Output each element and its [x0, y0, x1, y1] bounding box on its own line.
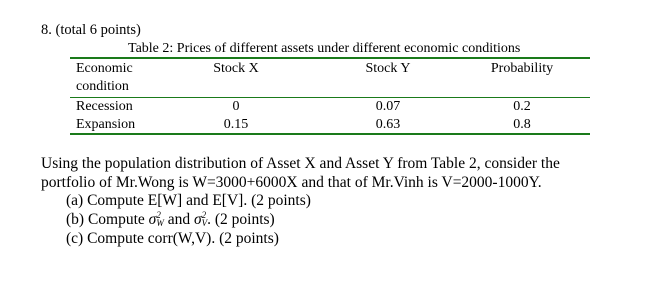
sigma-w-squared: [149, 211, 164, 229]
header-probability: Probability: [490, 61, 554, 76]
header-economic-condition-line1: Economic: [76, 61, 133, 76]
header-stock-y: Stock Y: [365, 61, 411, 76]
table-header-rule: [70, 97, 590, 98]
part-b-and: and: [163, 211, 194, 228]
table-bottom-rule: [70, 133, 590, 135]
body-text-line1: Using the population distribution of Asset X and Asset Y from Table 2, consider the: [41, 155, 560, 172]
part-b: [66, 211, 275, 229]
sigma-symbol-v: σ: [193, 211, 202, 228]
row-recession-condition: Recession: [76, 99, 133, 114]
sigma-w-sup: 2: [156, 210, 161, 221]
row-expansion-condition: Expansion: [76, 117, 136, 132]
part-a: (a) Compute E[W] and E[V]. (2 points): [66, 192, 311, 209]
part-b-suffix: . (2 points): [207, 211, 275, 228]
row-expansion-stock-x: 0.15: [223, 117, 249, 132]
sigma-v-sub: V: [201, 218, 208, 229]
row-recession-probability: 0.2: [513, 99, 531, 114]
row-expansion-probability: 0.8: [513, 117, 531, 132]
sigma-v-squared: [194, 211, 207, 229]
sigma-w-sub: W: [156, 218, 164, 229]
table-top-rule: [70, 57, 590, 59]
sigma-symbol-w: σ: [148, 211, 157, 228]
question-heading: 8. (total 6 points): [41, 22, 141, 38]
table-caption: Table 2: Prices of different assets under different economic conditions: [128, 41, 521, 56]
part-c: (c) Compute corr(W,V). (2 points): [66, 230, 279, 247]
row-recession-stock-x: 0: [232, 99, 240, 114]
row-recession-stock-y: 0.07: [375, 99, 401, 114]
header-stock-x: Stock X: [213, 61, 259, 76]
row-expansion-stock-y: 0.63: [375, 117, 401, 132]
header-economic-condition-line2: condition: [76, 79, 129, 94]
part-b-prefix: (b) Compute: [66, 211, 149, 228]
body-text-line2: portfolio of Mr.Wong is W=3000+6000X and that of Mr.Vinh is V=2000-1000Y.: [41, 174, 542, 191]
sigma-v-sup: 2: [201, 210, 207, 221]
